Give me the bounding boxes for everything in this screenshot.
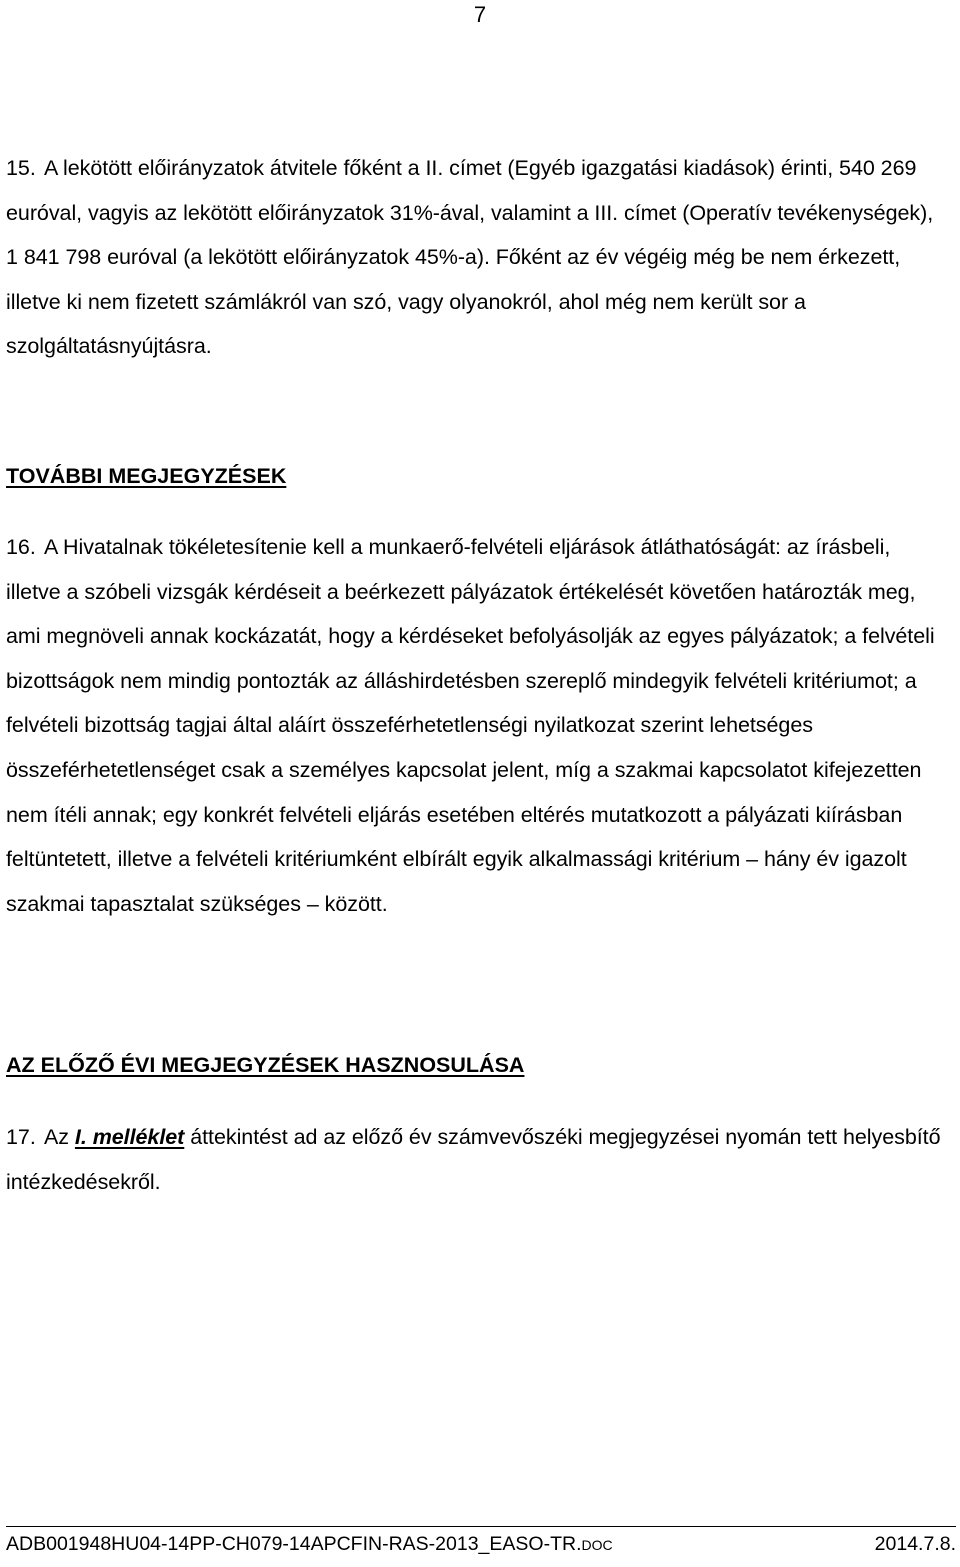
document-date: 2014.7.8. xyxy=(874,1533,956,1555)
annex-link[interactable]: I. melléklet xyxy=(74,1125,185,1149)
section-heading-follow-up: AZ ELŐZŐ ÉVI MEGJEGYZÉSEK HASZNOSULÁSA xyxy=(6,1053,525,1077)
paragraph-text: A lekötött előirányzatok átvitele főként a II. címet (Egyéb igazgatási kiadások) érinti, 540 269 euróval, vagyis az lekötött előirányzatok 31%-ával, valamint a III. címet (Operatív tevékenységek), 1 841 798 euróval (a lekötött előirányzatok 45%-a). Főként az év végéig még be nem érkezett, illetve ki nem fizetett számlákról van szó, vagy olyanokról, ahol még nem került sor a szolgáltatásnyújtásra. xyxy=(6,156,934,359)
footer-divider xyxy=(6,1526,956,1527)
paragraph-number: 15. xyxy=(6,156,36,180)
paragraph-number: 17. xyxy=(6,1125,36,1149)
paragraph-number: 16. xyxy=(6,535,36,559)
paragraph-text: A Hivatalnak tökéletesítenie kell a munkaerő-felvételi eljárások átláthatóságát: az írásbeli, illetve a szóbeli vizsgák kérdéseit a beérkezett pályázatok értékelését követően határozták meg, ami megnöveli annak kockázatát, hogy a kérdéseket befolyásolják az egyes pályázatok; a felvételi bizottságok nem mindig pontozták az álláshirdetésben szereplő mindegyik felvételi kritériumot; a felvételi bizottság tagjai által aláírt összeférhetetlenségi nyilatkozat szerint lehetséges összeférhetetlenséget csak a személyes kapcsolat jelent, míg a szakmai kapcsolatot kifejezetten nem ítéli annak; egy konkrét felvételi eljárás esetében eltérés mutatkozott a pályázati kiírásban feltüntetett, illetve a felvételi kritériumként elbírált egyik alkalmassági kritérium – hány év igazolt szakmai tapasztalat szükséges – között. xyxy=(6,535,935,916)
section-heading-further-remarks: TOVÁBBI MEGJEGYZÉSEK xyxy=(6,464,287,488)
paragraph-16 xyxy=(6,525,950,926)
document-reference-extension: DOC xyxy=(581,1537,613,1553)
paragraph-text-end: áttekintést ad az előző év számvevőszéki megjegyzései nyomán tett helyesbítő intézkedésekről. xyxy=(6,1125,941,1194)
page-number: 7 xyxy=(473,2,487,27)
paragraph-17 xyxy=(6,1115,950,1204)
paragraph-15 xyxy=(6,146,950,369)
document-reference xyxy=(6,1529,613,1560)
paragraph-text-start: Az xyxy=(44,1125,75,1149)
document-reference-code: ADB001948HU04-14PP-CH079-14APCFIN-RAS-2013_EASO-TR. xyxy=(6,1533,582,1555)
